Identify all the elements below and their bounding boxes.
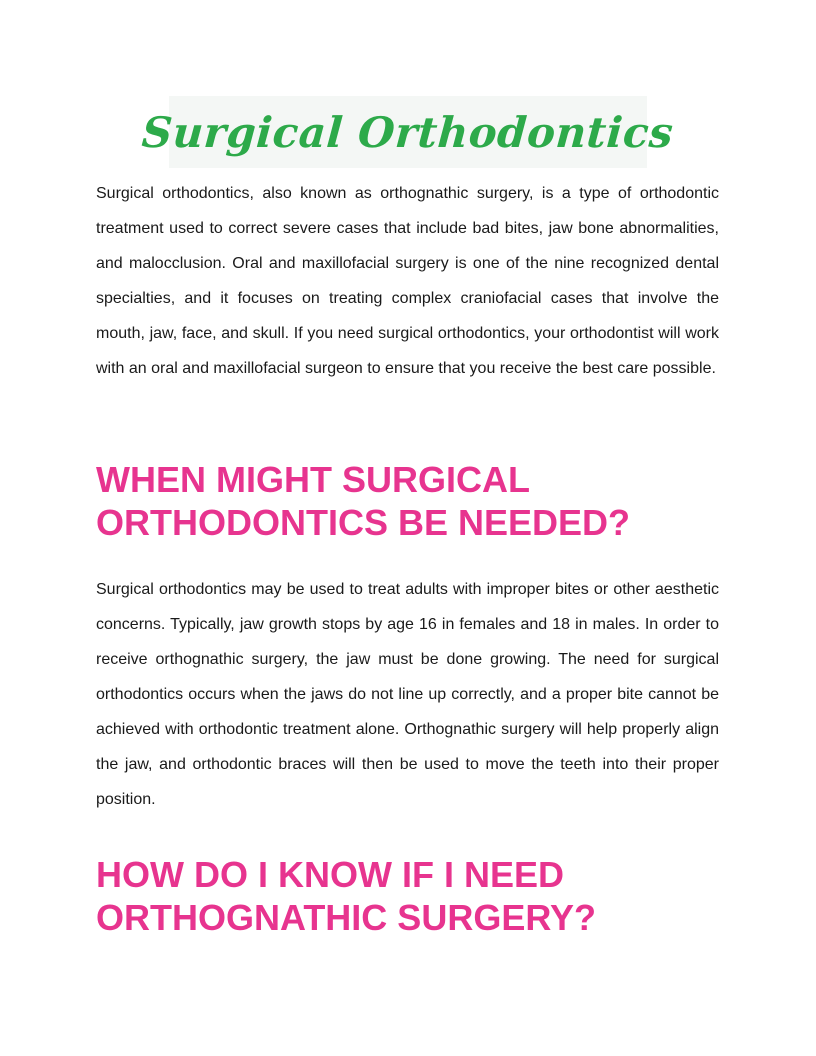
page-title: Surgical Orthodontics: [140, 107, 676, 157]
section-heading-how-do-i-know: [96, 853, 736, 939]
heading-line: WHEN MIGHT SURGICAL: [96, 459, 530, 500]
title-banner: [140, 96, 676, 168]
heading-line: ORTHODONTICS BE NEEDED?: [96, 502, 631, 543]
heading-line: HOW DO I KNOW IF I NEED: [96, 854, 564, 895]
section-paragraph-when-needed: Surgical orthodontics may be used to treat adults with improper bites or other aesthetic concerns. Typically, jaw growth stops by age 16 in females and 18 in males. In order to receive orthognathic surgery, the jaw must be done growing. The need for surgical orthodontics occurs when the jaws do not line up correctly, and a proper bite cannot be achieved with orthodontic treatment alone. Orthognathic surgery will help properly align the jaw, and orthodontic braces will then be used to move the teeth into their proper position.: [96, 581, 719, 808]
heading-line: ORTHOGNATHIC SURGERY?: [96, 897, 596, 938]
intro-paragraph: Surgical orthodontics, also known as orthognathic surgery, is a type of orthodontic treatment used to correct severe cases that include bad bites, jaw bone abnormalities, and malocclusion. Oral and maxillofacial surgery is one of the nine recognized dental specialties, and it focuses on treating complex craniofacial cases that involve the mouth, jaw, face, and skull. If you need surgical orthodontics, your orthodontist will work with an oral and maxillofacial surgeon to ensure that you receive the best care possible.: [96, 185, 719, 377]
section-heading-when-needed: [96, 458, 736, 544]
